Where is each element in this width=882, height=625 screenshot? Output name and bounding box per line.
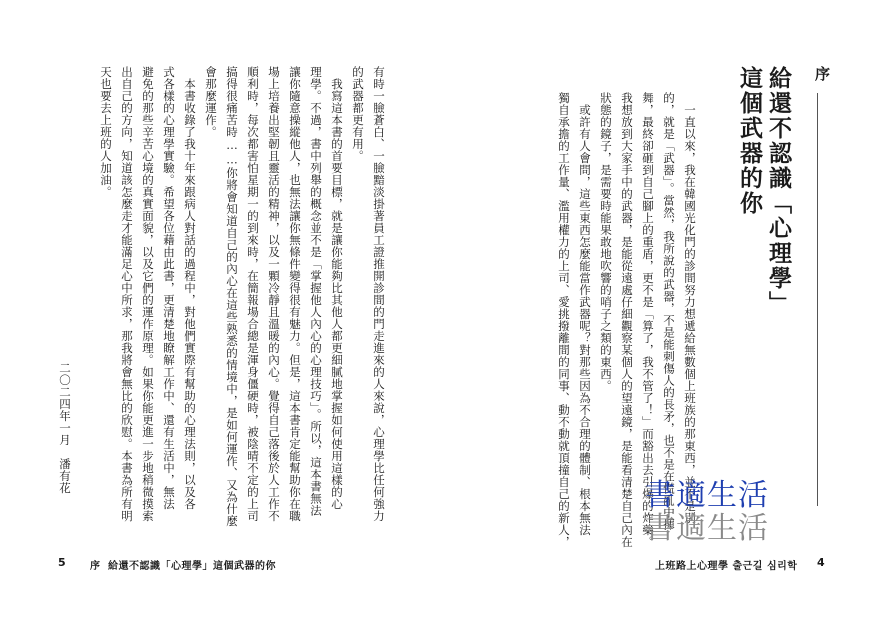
left-paragraph-line: 讓你隨意操縱他人，也無法讓你無條件變得很有魅力。但是，這本書肯定能幫助你在職 — [288, 66, 302, 522]
left-running-footer-section: 序 — [90, 561, 101, 572]
left-running-footer-title: 給還不認識「心理學」這個武器的你 — [108, 561, 276, 572]
right-running-footer: 上班路上心理學 출근길 심리학 — [655, 561, 798, 572]
left-paragraph-line: 天也要去上班的人加油。 — [99, 66, 113, 198]
right-paragraph-line: 狀態的鏡子，是需要時能果敢地吹響的哨子之類的東西。 — [599, 92, 613, 392]
left-paragraph-line: 式各樣的心理學實驗。希望各位藉由此書，更清楚地瞭解工作中、還有生活中，無法 — [162, 66, 176, 510]
right-paragraph-line: 一直以來，我在韓國光化門的診間努力想遞給無數個上班族的那東西，並不是別 — [683, 92, 697, 524]
left-paragraph-line: 理學。不過，書中列舉的概念並不是「掌握他人內心的心理技巧」。所以，這本書無法 — [309, 66, 323, 517]
left-paragraph-line: 場上培養出堅韌且靈活的精神，以及一顆冷靜且溫暖的內心。覺得自己落後於人工作不 — [267, 66, 281, 522]
left-paragraph-line: 會那麼運作。 — [204, 66, 218, 138]
watermark-text: 書適生活 — [645, 478, 769, 513]
section-rule — [817, 93, 818, 506]
left-paragraph-line: 的武器都更有用。 — [351, 66, 365, 162]
left-paragraph-line: 順利時，每次都害怕星期一的到來時，在簡報場合總是渾身僵硬時，被陰晴不定的上司 — [246, 66, 260, 522]
left-paragraph-line: 避免的那些辛苦心境的真實面貌，以及它們的運作原理。如果你能更進一步地稍微摸索 — [141, 66, 155, 522]
chapter-title-line-1: 給還不認識「心理學」 — [765, 66, 791, 316]
left-page-number: 5 — [58, 556, 66, 569]
watermark-text-shadow: 書適生活 — [645, 511, 769, 546]
right-page-number: 4 — [817, 556, 825, 569]
right-paragraph-line: 或許有人會問，這些東西怎麼能當作武器呢？對那些因為不合理的體制、根本無法 — [578, 92, 592, 536]
section-mark: 序 — [813, 66, 831, 81]
right-paragraph-line: 獨自承擔的工作量、濫用權力的上司、愛挑撥離間的同事、動不動就頂撞自己的新人， — [557, 92, 571, 548]
right-paragraph-line: 舞，最終卻砸到自己腳上的重盾，更不是「算了，我不管了！」而豁出去引爆的炸藥。 — [641, 92, 655, 548]
left-paragraph-line: 本書收錄了我十年來跟病人對話的過程中，對他們實際有幫助的心理法則，以及各 — [183, 66, 197, 510]
chapter-title-line-2: 這個武器的你 — [736, 66, 762, 216]
left-paragraph-line: 我寫這本書的首要目標，就是讓你能夠比其他人都更細膩地掌握如何使用這樣的心 — [330, 66, 344, 510]
left-paragraph-line: 出自己的方向，知道該怎麼走才能滿足心中所求，那我將會無比的欣慰。本書為所有明 — [120, 66, 134, 522]
right-paragraph-line: 我想放到大家手中的武器，是能從遠處仔細觀察某個人的望遠鏡，是能看清楚自己內在 — [620, 92, 634, 548]
left-paragraph-line: 有時一臉蒼白、一臉黯淡掛著員工證推開診間的門走進來的人來說，心理學比任何強力 — [372, 66, 386, 522]
left-paragraph-line: 搞得很痛苦時……你將會知道自己的內心在這些熟悉的情境中，是如何運作、又為什麼 — [225, 66, 239, 527]
right-paragraph-line: 的，就是「武器」。當然，我所說的武器，不是能刺傷人的長矛，也不是在慌亂中揮 — [662, 92, 676, 531]
signature-date: 二〇二四年一月 潘有花 — [58, 362, 72, 494]
